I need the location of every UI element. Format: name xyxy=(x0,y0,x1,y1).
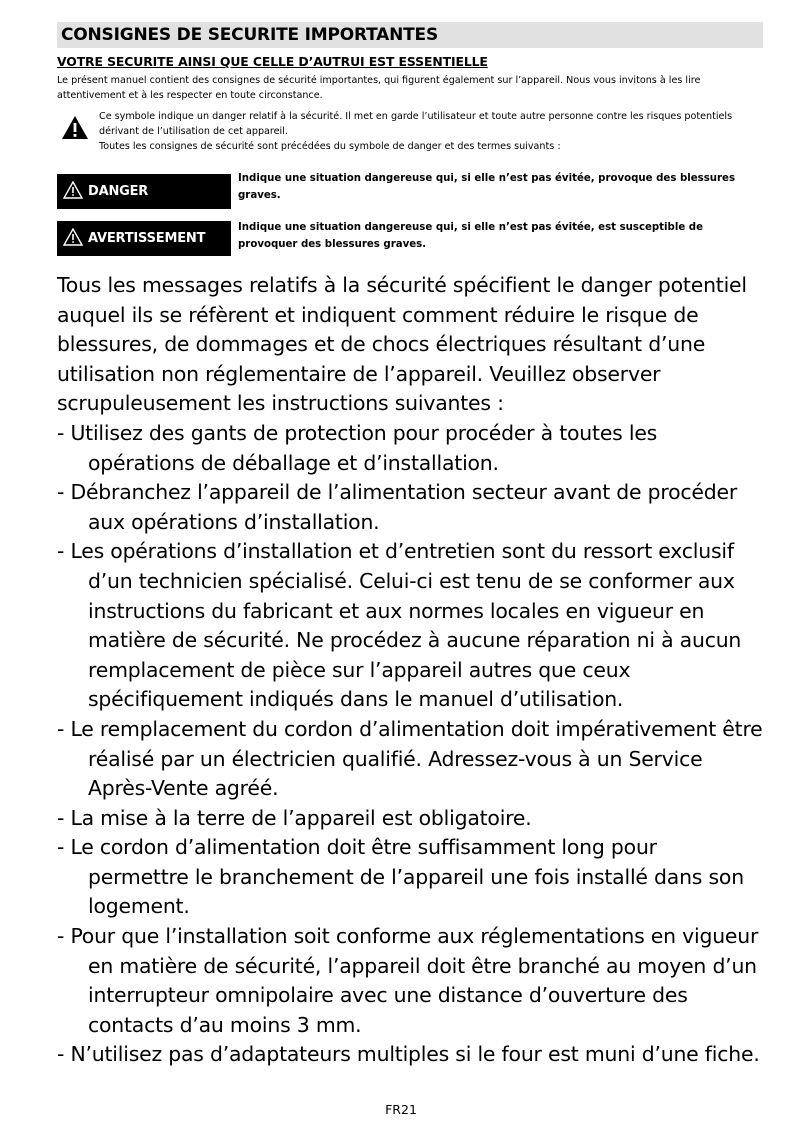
section-header xyxy=(57,22,763,48)
instruction-item: - Débranchez l’appareil de l’alimentation secteur avant de procéder aux opérations d’installation. xyxy=(57,480,738,534)
page-number: FR21 xyxy=(385,1102,417,1117)
instruction-item: - Le cordon d’alimentation doit être suffisamment long pour permettre le branchement de l’appareil une fois installé dans son logement. xyxy=(57,835,744,919)
instruction-item: - Les opérations d’installation et d’entretien sont du ressort exclusif d’un technicien spécialisé. Celui-ci est tenu de se conformer aux instructions du fabricant et aux normes locales en vigueur en matière de sécurité. Ne procédez à aucune réparation ni à aucun remplacement de pièce sur l’appareil autres que ceux spécifiquement indiqués dans le manuel d’utilisation. xyxy=(57,539,742,712)
danger-description: Indique une situation dangereuse qui, si elle n’est pas évitée, provoque des blessures graves. xyxy=(238,173,736,201)
manual-page xyxy=(57,22,763,1070)
warning-triangle-icon xyxy=(63,228,83,250)
safety-instructions xyxy=(57,271,763,1070)
danger-label: DANGER xyxy=(88,184,149,199)
avertissement-label: AVERTISSEMENT xyxy=(88,231,206,246)
section-title: CONSIGNES DE SECURITE IMPORTANTES xyxy=(61,25,438,45)
instruction-item: - Pour que l’installation soit conforme aux réglementations en vigueur en matière de sécurité, l’appareil doit être branché au moyen d’un interrupteur omnipolaire avec une distance d’ouverture des contacts d’au moins 3 mm. xyxy=(57,924,759,1037)
symbol-notice-text: Ce symbole indique un danger relatif à la sécurité. Il met en garde l’utilisateur et toute autre personne contre les risques potentiels dérivant de l’utilisation de cet appareil. xyxy=(99,111,733,137)
danger-label-box xyxy=(57,174,231,209)
warning-triangle-icon xyxy=(63,181,83,203)
instruction-item: - Le remplacement du cordon d’alimentation doit impérativement être réalisé par un électricien qualifié. Adressez-vous à un Service Après-Vente agréé. xyxy=(57,716,763,801)
instruction-item: - N’utilisez pas d’adaptateurs multiples si le four est muni d’une fiche. xyxy=(57,1042,760,1067)
signal-word-avertissement xyxy=(57,221,763,256)
intro-paragraph: Le présent manuel contient des consignes de sécurité importantes, qui figurent également sur l’appareil. Nous vous invitons à les lire attentivement et à les respecter en toute circonstance. xyxy=(57,75,701,101)
signal-word-danger xyxy=(57,172,763,209)
symbol-notice xyxy=(57,109,763,154)
warning-triangle-icon xyxy=(61,115,91,144)
avertissement-label-box xyxy=(57,221,231,256)
main-paragraph: Tous les messages relatifs à la sécurité spécifient le danger potentiel auquel ils se réfèrent et indiquent comment réduire le risque de blessures, de dommages et de chocs électriques résultant d’une utilisation non réglementaire de l’appareil. Veuillez observer scrupuleusement les instructions suivantes : xyxy=(57,273,747,416)
avertissement-description: Indique une situation dangereuse qui, si elle n’est pas évitée, est susceptible de provoquer des blessures graves. xyxy=(238,222,703,250)
symbol-notice-terms: Toutes les consignes de sécurité sont précédées du symbole de danger et des termes suivants : xyxy=(99,141,561,152)
section-subtitle: VOTRE SECURITE AINSI QUE CELLE D’AUTRUI EST ESSENTIELLE xyxy=(57,54,488,69)
instruction-item: - La mise à la terre de l’appareil est obligatoire. xyxy=(57,805,532,830)
instruction-item: - Utilisez des gants de protection pour procéder à toutes les opérations de déballage et d’installation. xyxy=(57,420,658,475)
